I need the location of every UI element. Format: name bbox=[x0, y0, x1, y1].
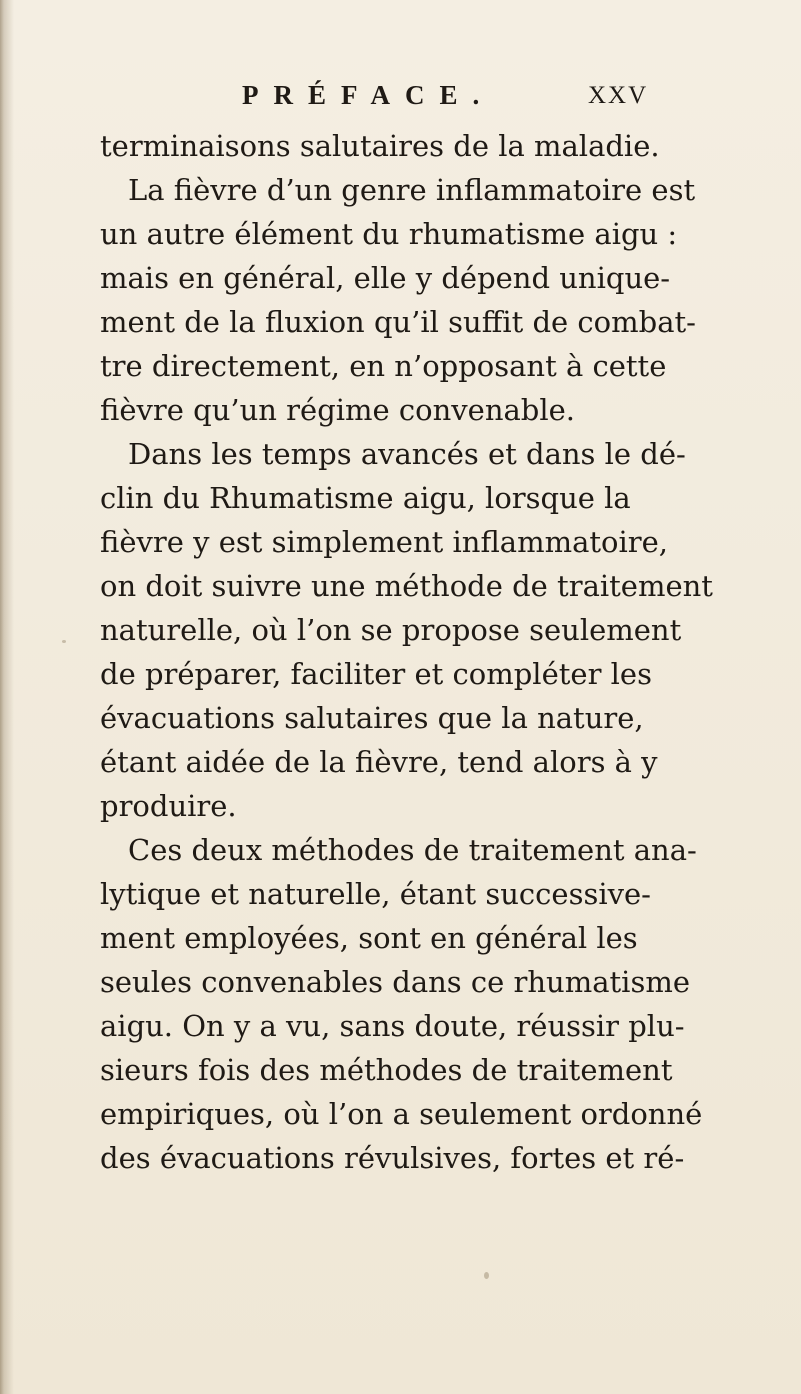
text-line: étant aidée de la fièvre, tend alors à y bbox=[100, 745, 658, 779]
text-line: un autre élément du rhumatisme aigu : bbox=[100, 217, 678, 251]
text-line: on doit suivre une méthode de traitement bbox=[100, 569, 713, 603]
text-line: naturelle, où l’on se propose seulement bbox=[100, 613, 682, 647]
text-line: de préparer, faciliter et compléter les bbox=[100, 657, 652, 691]
text-line: fièvre y est simplement inflammatoire, bbox=[100, 525, 669, 559]
paragraph-start-line: Dans les temps avancés et dans le dé- bbox=[128, 437, 686, 471]
text-line: fièvre qu’un régime convenable. bbox=[100, 393, 576, 427]
text-line: tre directement, en n’opposant à cette bbox=[100, 349, 667, 383]
text-line: ment employées, sont en général les bbox=[100, 921, 638, 955]
text-line: clin du Rhumatisme aigu, lorsque la bbox=[100, 481, 631, 515]
page-number: XXV bbox=[588, 82, 649, 109]
paragraph-start-line: Ces deux méthodes de traitement ana- bbox=[128, 833, 697, 867]
paragraph-start-line: La fièvre d’un genre inflammatoire est bbox=[128, 173, 696, 207]
text-line: seules convenables dans ce rhumatisme bbox=[100, 965, 690, 999]
ink-speck bbox=[484, 1272, 489, 1279]
text-line: ment de la fluxion qu’il suffit de combat- bbox=[100, 305, 696, 339]
running-header bbox=[0, 80, 801, 120]
text-line: mais en général, elle y dépend unique- bbox=[100, 261, 671, 295]
text-line: des évacuations révulsives, fortes et ré- bbox=[100, 1141, 685, 1175]
text-line: produire. bbox=[100, 789, 237, 823]
text-line: terminaisons salutaires de la maladie. bbox=[100, 129, 660, 163]
text-line: sieurs fois des méthodes de traitement bbox=[100, 1053, 673, 1087]
text-line: lytique et naturelle, étant successive- bbox=[100, 877, 651, 911]
header-title: PRÉFACE. bbox=[242, 80, 495, 110]
text-line: évacuations salutaires que la nature, bbox=[100, 701, 644, 735]
ink-speck bbox=[62, 640, 66, 643]
text-line: aigu. On y a vu, sans doute, réussir plu- bbox=[100, 1009, 685, 1043]
text-line: empiriques, où l’on a seulement ordonné bbox=[100, 1097, 703, 1131]
